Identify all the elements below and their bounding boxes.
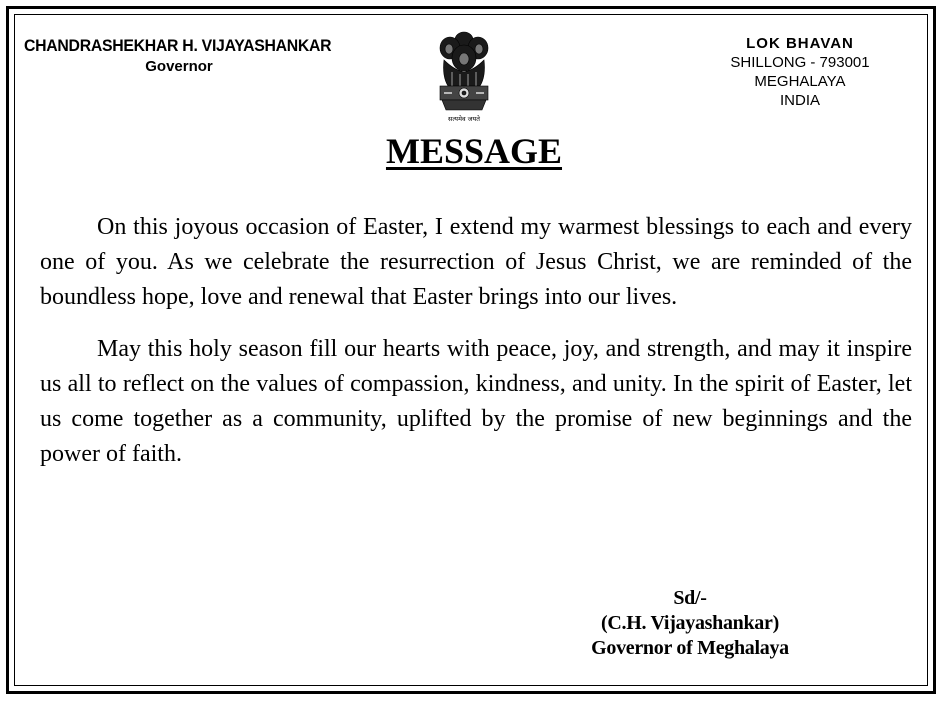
address-line-1: LOK BHAVAN bbox=[746, 35, 854, 52]
message-paragraph-1: On this joyous occasion of Easter, I extend my warmest blessings to each and every one of you. As we celebrate the resurrection of Jesus Christ, we are reminded of the boundless hope, love and renewal that Easter brings into our lives. bbox=[40, 214, 912, 310]
address-block bbox=[700, 34, 900, 110]
governor-name: CHANDRASHEKHAR H. VIJAYASHANKAR bbox=[24, 36, 332, 55]
message-paragraph-2: May this holy season fill our hearts with peace, joy, and strength, and may it inspire us all to reflect on the values of compassion, kindness, and unity. In the spirit of Easter, let us come together as a community, uplifted by the promise of new beginnings and the power of faith. bbox=[40, 336, 912, 467]
address-line-3: MEGHALAYA bbox=[754, 73, 846, 90]
message-body bbox=[40, 210, 912, 472]
address-line-4: INDIA bbox=[779, 92, 820, 109]
state-emblem-icon bbox=[430, 28, 498, 128]
message-heading: MESSAGE bbox=[385, 131, 563, 171]
signature-sd: Sd/- bbox=[673, 587, 707, 609]
signature-name: (C.H. Vijayashankar) bbox=[601, 612, 779, 634]
signature-block bbox=[550, 586, 830, 661]
signature-title: Governor of Meghalaya bbox=[591, 637, 789, 659]
address-line-2: SHILLONG - 793001 bbox=[730, 54, 870, 71]
governor-title: Governor bbox=[145, 58, 213, 75]
emblem-motto: सत्यमेव जयते bbox=[448, 115, 480, 123]
